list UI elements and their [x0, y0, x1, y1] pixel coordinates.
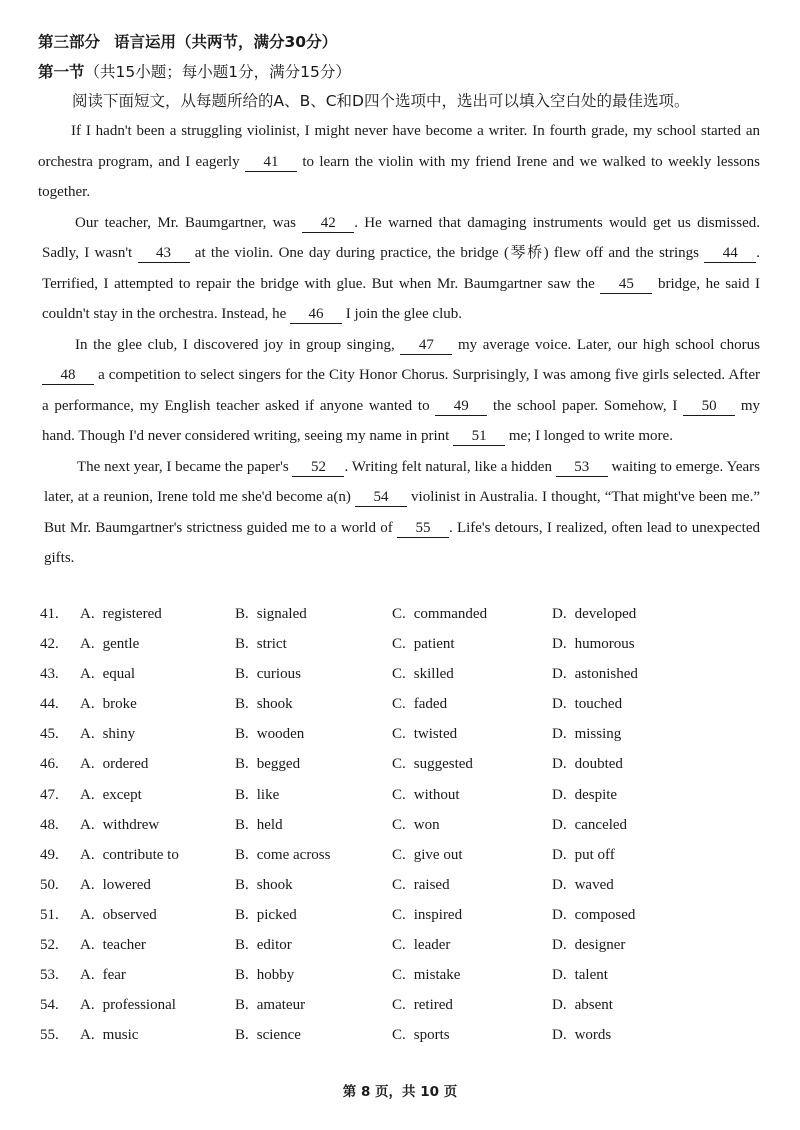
option-c[interactable]: [392, 997, 453, 1014]
question-row: [40, 603, 760, 633]
option-text: broke: [102, 696, 137, 713]
question-row: [40, 753, 760, 783]
option-d[interactable]: [552, 877, 614, 894]
option-letter: D.: [552, 1027, 567, 1044]
option-d[interactable]: [552, 967, 608, 984]
option-b[interactable]: [235, 877, 293, 894]
option-b[interactable]: [235, 756, 300, 773]
question-number: 48.: [40, 816, 59, 833]
question-number: 45.: [40, 726, 59, 743]
option-b[interactable]: [235, 937, 292, 954]
option-b[interactable]: [235, 997, 305, 1014]
option-letter: B.: [235, 756, 249, 773]
option-a[interactable]: [80, 967, 126, 984]
question-row: [40, 964, 760, 994]
passage-text: . Life's detours, I realized, often lead to unexpected gifts.: [44, 519, 761, 566]
option-letter: A.: [80, 696, 95, 713]
question-number: 49.: [40, 846, 59, 863]
option-letter: A.: [80, 906, 95, 923]
option-text: shook: [256, 876, 293, 893]
option-letter: B.: [235, 636, 249, 653]
option-letter: D.: [552, 906, 567, 923]
option-text: twisted: [413, 726, 458, 743]
option-text: missing: [574, 726, 622, 743]
passage-text: bridge, he said I couldn't stay in the orchestra. Instead, he: [42, 275, 761, 322]
option-text: held: [256, 816, 283, 833]
option-text: faded: [413, 696, 448, 713]
blank-45[interactable]: 45: [600, 275, 652, 294]
option-text: withdrew: [102, 816, 160, 833]
passage-text: to learn the violin with my friend Irene and we walked to weekly lessons together.: [38, 153, 760, 200]
option-letter: A.: [80, 666, 95, 683]
passage-text: In the glee club, I discovered joy in group singing,: [75, 336, 401, 353]
blank-43[interactable]: 43: [138, 244, 190, 263]
option-a[interactable]: [80, 1027, 138, 1044]
option-letter: C.: [392, 726, 406, 743]
option-letter: B.: [235, 997, 249, 1014]
question-number: 50.: [40, 876, 59, 893]
option-letter: A.: [80, 997, 95, 1014]
option-a[interactable]: [80, 666, 135, 683]
option-letter: C.: [392, 636, 406, 653]
option-letter: A.: [80, 816, 95, 833]
option-a[interactable]: [80, 726, 135, 743]
option-text: picked: [256, 906, 297, 923]
blank-44[interactable]: 44: [704, 244, 756, 263]
option-text: skilled: [413, 666, 454, 683]
option-letter: A.: [80, 786, 95, 803]
option-letter: B.: [235, 786, 249, 803]
option-text: come across: [256, 846, 331, 863]
instruction: 阅读下面短文，从每题所给的A、B、C和D四个选项中，选出可以填入空白处的最佳选项。: [72, 92, 690, 110]
blank-51[interactable]: 51: [453, 427, 505, 446]
option-text: except: [102, 786, 142, 803]
option-text: absent: [574, 997, 613, 1014]
option-text: like: [256, 786, 280, 803]
blank-41[interactable]: 41: [245, 153, 297, 172]
option-letter: B.: [235, 876, 249, 893]
option-text: ordered: [102, 756, 149, 773]
question-number: 44.: [40, 696, 59, 713]
option-text: registered: [102, 606, 162, 622]
option-text: retired: [413, 997, 453, 1014]
question-number: 46.: [40, 756, 59, 773]
blank-42[interactable]: 42: [302, 214, 354, 233]
option-letter: D.: [552, 846, 567, 863]
option-letter: A.: [80, 726, 95, 743]
option-text: composed: [574, 906, 636, 923]
blank-53[interactable]: 53: [556, 458, 608, 477]
option-text: developed: [574, 606, 637, 622]
option-letter: C.: [392, 846, 406, 863]
passage-text: . He warned that damaging instruments would get us dismissed. Sadly, I wasn't: [42, 214, 760, 261]
option-d[interactable]: [552, 696, 622, 713]
question-number: 51.: [40, 906, 59, 923]
option-text: commanded: [413, 606, 488, 622]
option-letter: B.: [235, 846, 249, 863]
blank-49[interactable]: 49: [435, 397, 487, 416]
option-d[interactable]: [552, 726, 621, 743]
option-d[interactable]: [552, 636, 635, 653]
blank-46[interactable]: 46: [290, 305, 342, 324]
passage-text: me; I longed to write more.: [505, 428, 673, 444]
option-text: without: [413, 786, 460, 803]
question-number: 41.: [40, 606, 59, 622]
question-row: [40, 663, 760, 693]
option-text: sports: [413, 1027, 450, 1044]
option-c[interactable]: [392, 937, 450, 954]
option-b[interactable]: [235, 636, 287, 653]
option-c[interactable]: [392, 967, 460, 984]
option-c[interactable]: [392, 666, 454, 683]
option-a[interactable]: [80, 937, 146, 954]
page-footer: 第 8 页，共 10 页: [342, 1084, 458, 1100]
option-text: signaled: [256, 606, 307, 622]
option-text: strict: [256, 636, 287, 653]
option-text: wooden: [256, 726, 305, 743]
passage-paragraph-3: [42, 330, 760, 452]
option-text: humorous: [574, 636, 635, 653]
option-d[interactable]: [552, 787, 617, 804]
passage-text: a competition to select singers for the City Honor Chorus. Surprisingly, I was among five girls selected. After a performance, my English teacher asked if anyone wanted to: [42, 367, 760, 414]
option-c[interactable]: [392, 907, 462, 924]
option-text: observed: [102, 906, 157, 923]
question-number: 54.: [40, 997, 59, 1014]
option-d[interactable]: [552, 937, 625, 954]
question-row: [40, 904, 760, 934]
question-row: [40, 633, 760, 663]
option-text: equal: [102, 666, 136, 683]
passage-text: my average voice. Later, our high school chorus: [452, 336, 760, 353]
option-text: give out: [413, 846, 463, 863]
option-b[interactable]: [235, 606, 307, 623]
option-letter: A.: [80, 756, 95, 773]
blank-55[interactable]: 55: [397, 519, 449, 538]
option-text: suggested: [413, 756, 473, 773]
option-a[interactable]: [80, 907, 157, 924]
option-letter: A.: [80, 876, 95, 893]
passage-text: I join the glee club.: [342, 306, 463, 322]
option-a[interactable]: [80, 787, 142, 804]
option-letter: C.: [392, 666, 406, 683]
option-b[interactable]: [235, 787, 279, 804]
option-text: astonished: [574, 666, 638, 683]
option-b[interactable]: [235, 847, 330, 864]
option-d[interactable]: [552, 1027, 611, 1044]
option-c[interactable]: [392, 636, 455, 653]
option-a[interactable]: [80, 877, 151, 894]
option-text: patient: [413, 636, 455, 653]
option-text: professional: [102, 997, 176, 1014]
option-letter: A.: [80, 1027, 95, 1044]
part-label: 第三部分: [38, 33, 101, 51]
option-letter: C.: [392, 696, 406, 713]
option-letter: C.: [392, 967, 406, 984]
option-c[interactable]: [392, 726, 457, 743]
blank-47[interactable]: 47: [400, 336, 452, 355]
option-letter: B.: [235, 816, 249, 833]
option-c[interactable]: [392, 756, 473, 773]
option-letter: D.: [552, 997, 567, 1014]
question-number: 47.: [40, 786, 59, 803]
option-text: put off: [574, 846, 615, 863]
section-heading: [38, 60, 351, 82]
option-d[interactable]: [552, 606, 636, 623]
option-letter: A.: [80, 636, 95, 653]
question-number: 52.: [40, 937, 59, 954]
option-text: talent: [574, 967, 608, 984]
option-c[interactable]: [392, 1027, 450, 1044]
passage-text: my hand. Though I'd never considered writing, seeing my name in print: [42, 397, 760, 444]
part-heading: [38, 30, 337, 52]
option-text: touched: [574, 696, 623, 713]
option-text: begged: [256, 756, 301, 773]
passage-text: the school paper. Somehow, I: [487, 397, 684, 414]
option-c[interactable]: [392, 817, 440, 834]
option-a[interactable]: [80, 847, 179, 864]
option-text: designer: [574, 937, 626, 954]
option-letter: D.: [552, 636, 567, 653]
question-number: 42.: [40, 636, 59, 653]
option-b[interactable]: [235, 907, 297, 924]
option-text: lowered: [102, 876, 151, 893]
option-letter: C.: [392, 906, 406, 923]
option-text: editor: [256, 937, 292, 954]
option-a[interactable]: [80, 817, 159, 834]
option-letter: B.: [235, 606, 249, 622]
passage-text: . Terrified, I attempted to repair the bridge with glue. But when Mr. Baumgartner saw the: [42, 245, 760, 292]
option-text: teacher: [102, 937, 146, 954]
option-text: inspired: [413, 906, 463, 923]
option-letter: D.: [552, 696, 567, 713]
passage-text: violinist in Australia. I thought, “That might've been me.” But Mr. Baumgartner's strictness guided me to a world of: [44, 489, 760, 536]
question-row: [40, 934, 760, 964]
option-text: contribute to: [102, 846, 179, 863]
option-letter: A.: [80, 606, 95, 622]
option-letter: D.: [552, 726, 567, 743]
option-letter: B.: [235, 696, 249, 713]
option-d[interactable]: [552, 817, 627, 834]
option-text: canceled: [574, 816, 628, 833]
option-letter: A.: [80, 846, 95, 863]
option-text: won: [413, 816, 440, 833]
option-a[interactable]: [80, 636, 139, 653]
option-text: mistake: [413, 967, 461, 984]
option-letter: D.: [552, 967, 567, 984]
option-c[interactable]: [392, 696, 447, 713]
option-text: fear: [102, 967, 126, 984]
passage-text: waiting to emerge. Years later, at a reunion, Irene told me she'd become a(n): [44, 458, 760, 505]
option-b[interactable]: [235, 726, 304, 743]
option-text: leader: [413, 937, 451, 954]
passage-paragraph-4: [44, 452, 760, 574]
option-a[interactable]: [80, 997, 176, 1014]
question-row: [40, 1024, 760, 1054]
question-number: 43.: [40, 666, 59, 683]
answer-options: [40, 603, 760, 1054]
option-letter: D.: [552, 666, 567, 683]
option-letter: D.: [552, 876, 567, 893]
option-letter: C.: [392, 876, 406, 893]
option-text: shiny: [102, 726, 136, 743]
option-d[interactable]: [552, 756, 623, 773]
option-c[interactable]: [392, 847, 463, 864]
option-letter: D.: [552, 756, 567, 773]
option-d[interactable]: [552, 666, 638, 683]
passage-paragraph-1: [38, 116, 760, 208]
option-letter: B.: [235, 937, 249, 954]
option-text: waved: [574, 876, 614, 893]
blank-54[interactable]: 54: [355, 488, 407, 507]
option-letter: C.: [392, 756, 406, 773]
passage-text: The next year, I became the paper's: [77, 458, 293, 475]
option-d[interactable]: [552, 907, 635, 924]
part-title: 语言运用（共两节，满分30分）: [114, 33, 338, 51]
option-letter: C.: [392, 786, 406, 803]
option-letter: B.: [235, 726, 249, 743]
option-b[interactable]: [235, 696, 293, 713]
option-letter: A.: [80, 937, 95, 954]
option-text: shook: [256, 696, 293, 713]
question-row: [40, 844, 760, 874]
option-letter: D.: [552, 816, 567, 833]
section-label: 第一节: [38, 63, 85, 81]
option-text: words: [574, 1027, 612, 1044]
blank-52[interactable]: 52: [292, 458, 344, 477]
question-row: [40, 874, 760, 904]
option-text: science: [256, 1027, 301, 1044]
option-letter: D.: [552, 937, 567, 954]
option-b[interactable]: [235, 666, 301, 683]
question-row: [40, 693, 760, 723]
option-text: amateur: [256, 997, 306, 1014]
question-number: 53.: [40, 967, 59, 984]
option-letter: C.: [392, 816, 406, 833]
question-row: [40, 784, 760, 814]
option-letter: B.: [235, 1027, 249, 1044]
option-text: despite: [574, 786, 618, 803]
option-letter: B.: [235, 666, 249, 683]
option-letter: C.: [392, 997, 406, 1014]
option-text: curious: [256, 666, 301, 683]
option-text: gentle: [102, 636, 140, 653]
option-letter: A.: [80, 967, 95, 984]
passage-text: If I hadn't been a struggling violinist, I might never have become a writer. In fourth grade, my school started an orchestra program, and I eagerly: [38, 123, 760, 170]
question-row: [40, 814, 760, 844]
option-letter: D.: [552, 606, 567, 622]
option-c[interactable]: [392, 606, 487, 623]
blank-50[interactable]: 50: [683, 397, 735, 416]
passage-text: at the violin. One day during practice, the bridge (琴桥) flew off and the strings: [189, 245, 705, 261]
option-b[interactable]: [235, 967, 294, 984]
option-a[interactable]: [80, 696, 137, 713]
passage-text: Our teacher, Mr. Baumgartner, was: [75, 214, 303, 231]
option-letter: B.: [235, 906, 249, 923]
passage-text: . Writing felt natural, like a hidden: [344, 458, 556, 475]
option-text: raised: [413, 876, 450, 893]
option-text: doubted: [574, 756, 623, 773]
question-number: 55.: [40, 1027, 59, 1044]
option-letter: C.: [392, 606, 406, 622]
cloze-passage: [38, 116, 760, 574]
option-d[interactable]: [552, 847, 615, 864]
option-letter: C.: [392, 937, 406, 954]
option-a[interactable]: [80, 606, 162, 623]
question-row: [40, 723, 760, 753]
option-c[interactable]: [392, 877, 450, 894]
option-a[interactable]: [80, 756, 148, 773]
option-text: hobby: [256, 967, 295, 984]
option-b[interactable]: [235, 817, 283, 834]
passage-paragraph-2: [42, 208, 760, 330]
blank-48[interactable]: 48: [42, 366, 94, 385]
option-d[interactable]: [552, 997, 613, 1014]
option-b[interactable]: [235, 1027, 301, 1044]
option-letter: B.: [235, 967, 249, 984]
question-row: [40, 994, 760, 1024]
option-c[interactable]: [392, 787, 460, 804]
section-note: （共15小题；每小题1分，满分15分）: [84, 63, 351, 81]
option-letter: C.: [392, 1027, 406, 1044]
option-text: music: [102, 1027, 139, 1044]
option-letter: D.: [552, 786, 567, 803]
